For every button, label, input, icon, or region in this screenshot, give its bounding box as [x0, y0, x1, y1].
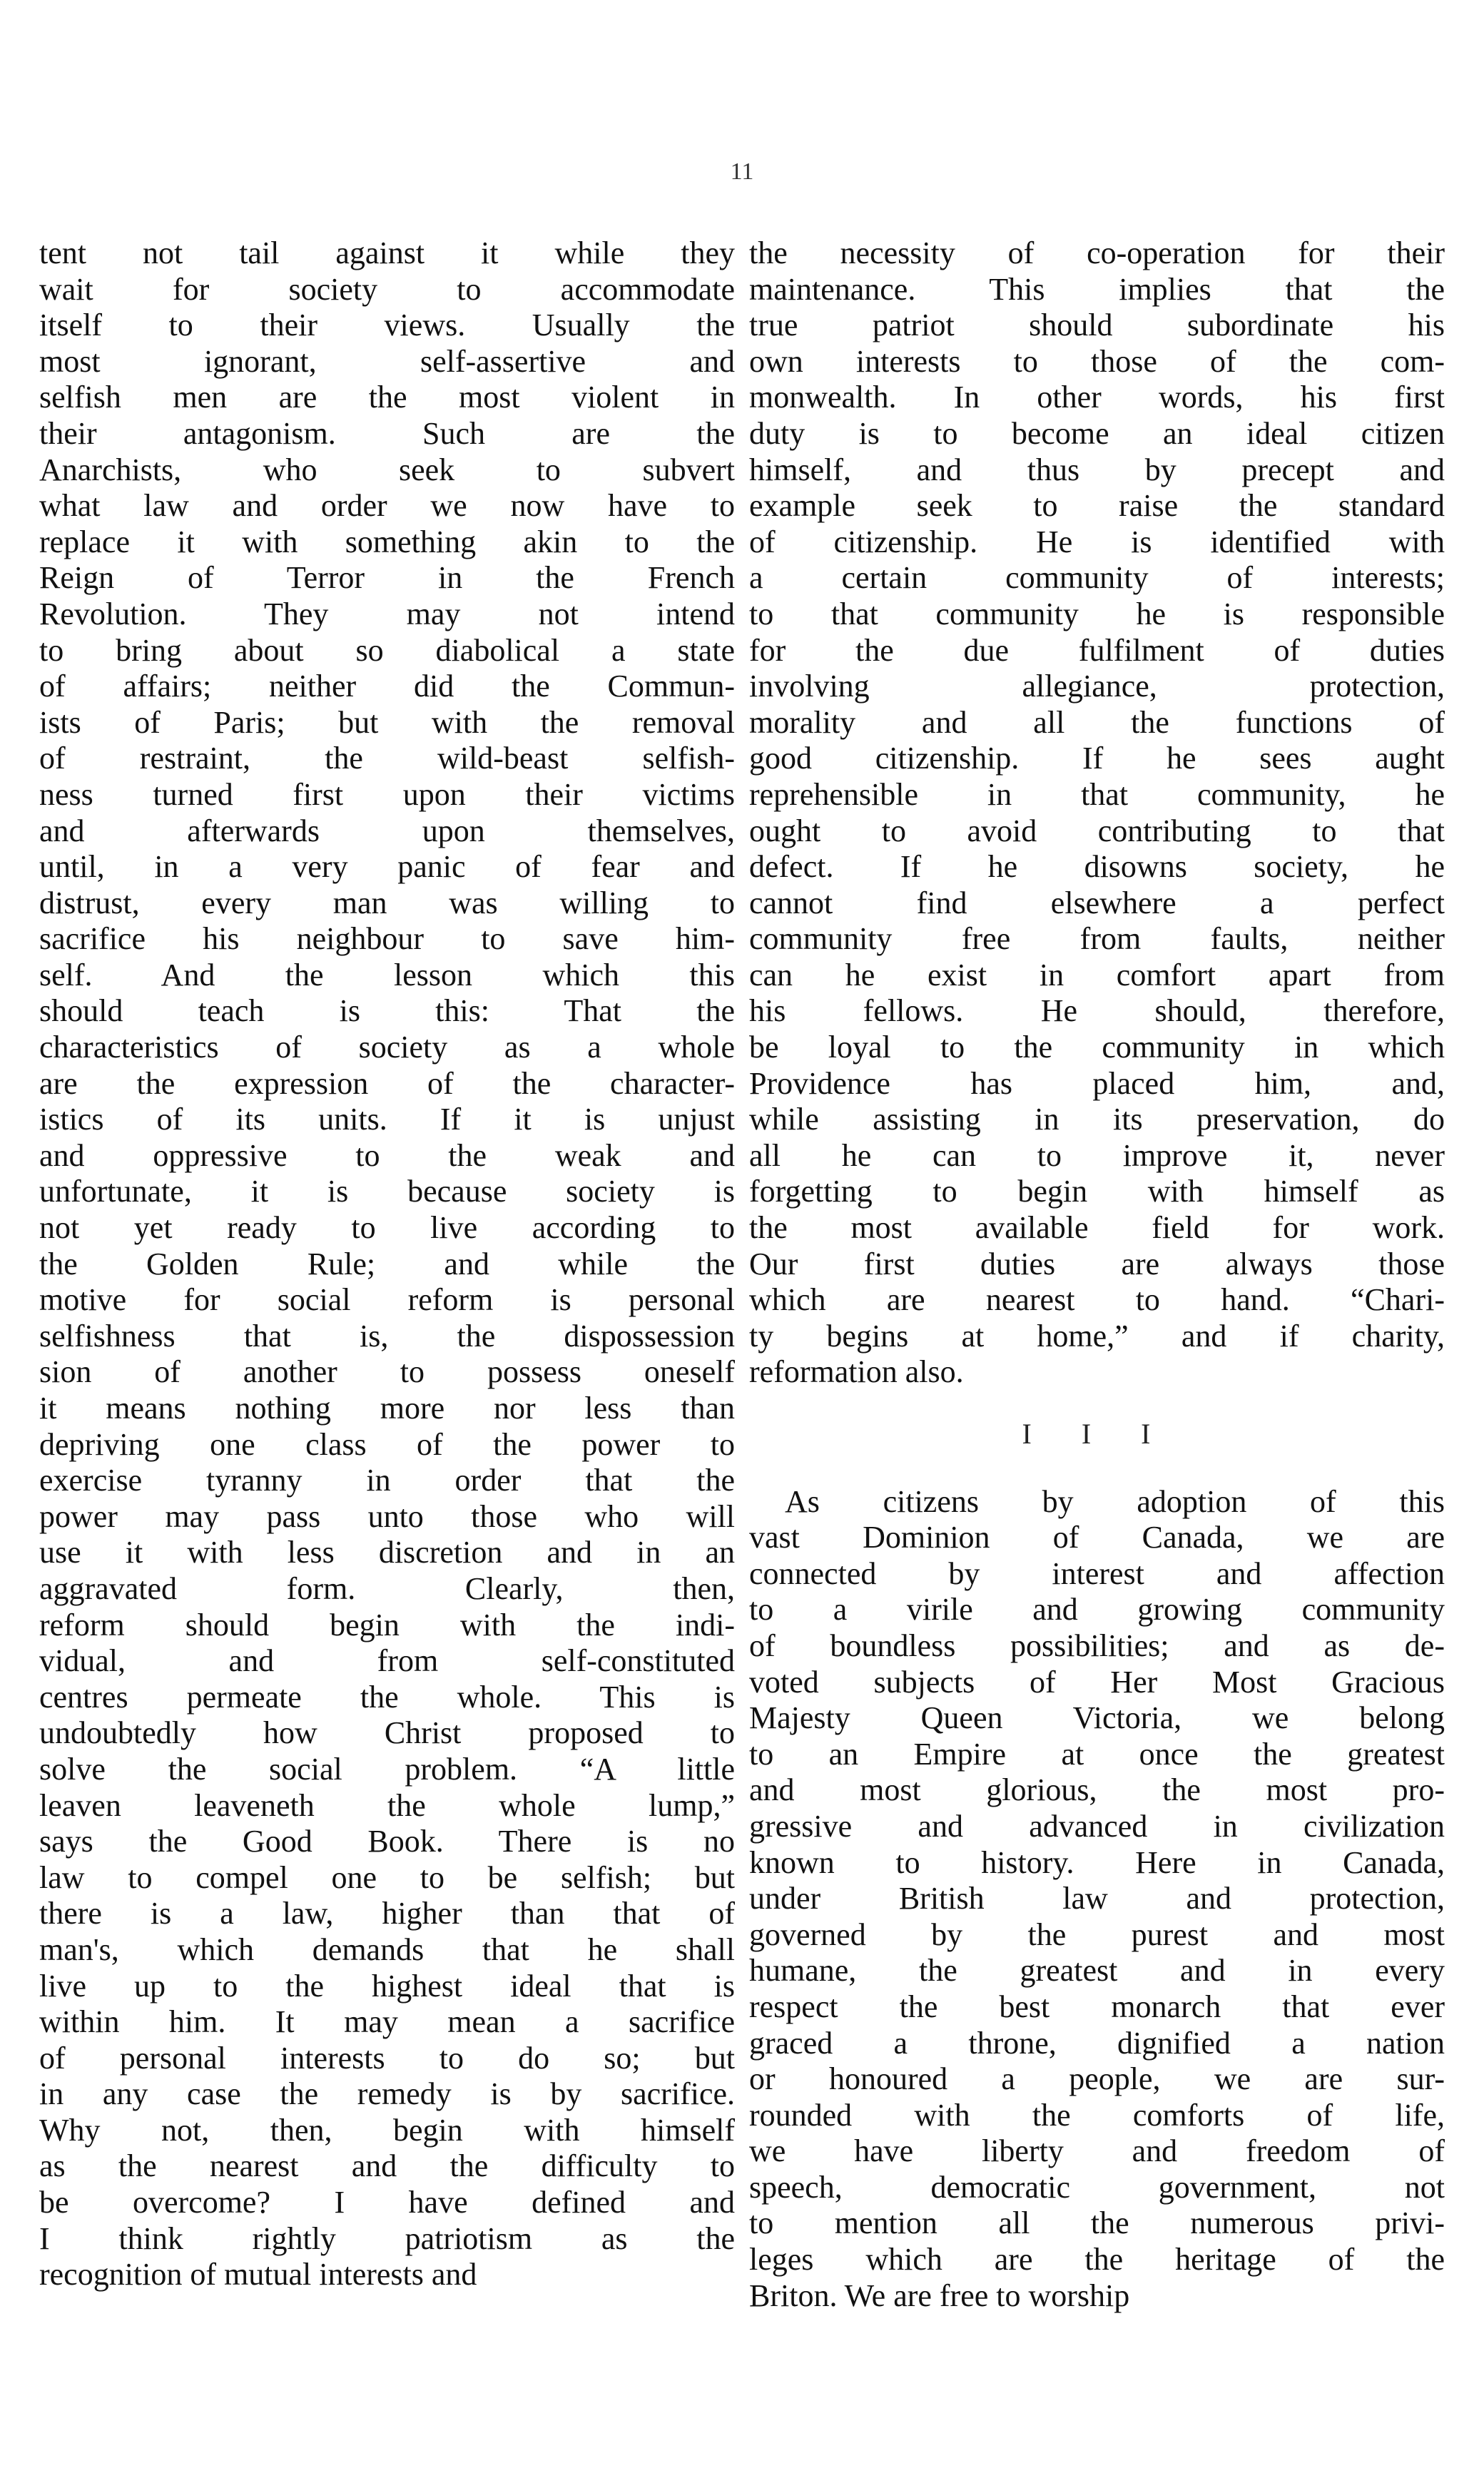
text-line: maintenance. This implies that the: [749, 271, 1445, 307]
text-line: own interests to those of the com-: [749, 343, 1445, 379]
text-line: all he can to improve it, never: [749, 1137, 1445, 1173]
text-line: wait for society to accommodate: [39, 271, 735, 307]
text-line: ists of Paris; but with the removal: [39, 704, 735, 740]
text-line: rounded with the comforts of life,: [749, 2097, 1445, 2133]
text-line: voted subjects of Her Most Gracious: [749, 1664, 1445, 1700]
text-line: sion of another to possess oneself: [39, 1354, 735, 1390]
right-paragraph-two: [749, 1484, 1445, 2315]
text-line: of affairs; neither did the Commun-: [39, 669, 735, 704]
text-line: ty begins at home,” and if charity,: [749, 1318, 1445, 1354]
text-line: recognition of mutual interests and: [39, 2257, 477, 2292]
text-line: of restraint, the wild-beast selfish-: [39, 741, 735, 776]
text-line: for the due fulfilment of duties: [749, 632, 1445, 668]
text-line: law to compel one to be selfish; but: [39, 1859, 735, 1895]
text-line: vidual, and from self-constituted: [39, 1643, 735, 1679]
text-line: of personal interests to do so; but: [39, 2040, 735, 2076]
text-line: there is a law, higher than that of: [39, 1896, 735, 1931]
text-line: within him. It may mean a sacrifice: [39, 2004, 735, 2040]
text-line: gressive and advanced in civilization: [749, 1808, 1445, 1844]
text-line: motive for social reform is personal: [39, 1282, 735, 1318]
text-line: replace it with something akin to the: [39, 524, 735, 559]
text-line: use it with less discretion and in an: [39, 1535, 735, 1570]
text-line: to that community he is responsible: [749, 596, 1445, 631]
text-line: istics of its units. If it is unjust: [39, 1102, 735, 1137]
text-line: characteristics of society as a whole: [39, 1030, 735, 1065]
text-line: selfishness that is, the dispossession: [39, 1318, 735, 1354]
text-line: to bring about so diabolical a state: [39, 632, 735, 668]
text-line: example seek to raise the standard: [749, 488, 1445, 524]
text-line: humane, the greatest and in every: [749, 1953, 1445, 1989]
right-paragraph-one: [749, 235, 1445, 1391]
text-line: the necessity of co-operation for their: [749, 235, 1445, 270]
text-line: himself, and thus by precept and: [749, 452, 1445, 487]
text-line: As citizens by adoption of this: [785, 1483, 1445, 1519]
text-line: sacrifice his neighbour to save him-: [39, 921, 735, 957]
text-line: defect. If he disowns society, he: [749, 849, 1445, 885]
text-line: selfish men are the most violent in: [39, 380, 735, 415]
text-line: we have liberty and freedom of: [749, 2133, 1445, 2169]
text-line: Reign of Terror in the French: [39, 560, 735, 596]
page-number: 11: [730, 158, 754, 185]
text-line: respect the best monarch that ever: [749, 1989, 1445, 2024]
text-line: live up to the highest ideal that is: [39, 1968, 735, 2004]
text-line: exercise tyranny in order that the: [39, 1463, 735, 1498]
text-line: depriving one class of the power to: [39, 1426, 735, 1462]
text-line: power may pass unto those who will: [39, 1498, 735, 1534]
text-line: should teach is this: That the: [39, 993, 735, 1029]
text-line: forgetting to begin with himself as: [749, 1174, 1445, 1209]
text-line: vast Dominion of Canada, we are: [749, 1520, 1445, 1555]
text-line: of boundless possibilities; and as de-: [749, 1628, 1445, 1663]
text-line: says the Good Book. There is no: [39, 1824, 735, 1859]
text-line: the most available field for work.: [749, 1210, 1445, 1246]
text-line: to mention all the numerous privi-: [749, 2205, 1445, 2241]
text-line: governed by the purest and most: [749, 1916, 1445, 1952]
text-line: to a virile and growing community: [749, 1592, 1445, 1628]
text-line: be loyal to the community in which: [749, 1030, 1445, 1065]
text-line: which are nearest to hand. “Chari-: [749, 1282, 1445, 1318]
text-line: to an Empire at once the greatest: [749, 1736, 1445, 1772]
text-line: man's, which demands that he shall: [39, 1931, 735, 1967]
text-line: most ignorant, self-assertive and: [39, 343, 735, 379]
text-line: tent not tail against it while they: [39, 235, 735, 270]
text-line: not yet ready to live according to: [39, 1210, 735, 1246]
text-line: cannot find elsewhere a perfect: [749, 885, 1445, 920]
text-line: undoubtedly how Christ proposed to: [39, 1715, 735, 1751]
text-line: of citizenship. He is identified with: [749, 524, 1445, 559]
text-line: are the expression of the character-: [39, 1065, 735, 1101]
text-line: community free from faults, neither: [749, 921, 1445, 957]
text-line: and oppressive to the weak and: [39, 1137, 735, 1173]
text-line: monwealth. In other words, his first: [749, 380, 1445, 415]
text-line: duty is to become an ideal citizen: [749, 415, 1445, 451]
text-line: while assisting in its preservation, do: [749, 1102, 1445, 1137]
text-line: true patriot should subordinate his: [749, 308, 1445, 343]
text-line: reprehensible in that community, he: [749, 776, 1445, 812]
left-paragraph: [39, 235, 735, 2293]
text-line: under British law and protection,: [749, 1881, 1445, 1916]
text-line: Why not, then, begin with himself: [39, 2112, 735, 2148]
left-column: [39, 235, 735, 2293]
text-line: solve the social problem. “A little: [39, 1751, 735, 1787]
section-mark: I I I: [1022, 1418, 1172, 1450]
text-line: it means nothing more nor less than: [39, 1391, 735, 1426]
text-line: their antagonism. Such are the: [39, 415, 735, 451]
text-line: Anarchists, who seek to subvert: [39, 452, 735, 487]
text-line: a certain community of interests;: [749, 560, 1445, 596]
text-line: as the nearest and the difficulty to: [39, 2148, 735, 2184]
text-line: centres permeate the whole. This is: [39, 1679, 735, 1715]
text-line: can he exist in comfort apart from: [749, 957, 1445, 992]
text-line: and afterwards upon themselves,: [39, 813, 735, 848]
text-line: I think rightly patriotism as the: [39, 2220, 735, 2256]
text-line: leaven leaveneth the whole lump,”: [39, 1787, 735, 1823]
text-line: or honoured a people, we are sur-: [749, 2061, 1445, 2097]
text-line: speech, democratic government, not: [749, 2169, 1445, 2205]
text-line: aggravated form. Clearly, then,: [39, 1570, 735, 1606]
text-line: involving allegiance, protection,: [749, 669, 1445, 704]
text-line: Providence has placed him, and,: [749, 1065, 1445, 1101]
text-line: distrust, every man was willing to: [39, 885, 735, 920]
text-line: reformation also.: [749, 1354, 964, 1390]
text-line: itself to their views. Usually the: [39, 308, 735, 343]
text-line: Our first duties are always those: [749, 1246, 1445, 1281]
text-line: good citizenship. If he sees aught: [749, 741, 1445, 776]
text-line: leges which are the heritage of the: [749, 2242, 1445, 2278]
text-line: what law and order we now have to: [39, 488, 735, 524]
text-line: ness turned first upon their victims: [39, 776, 735, 812]
text-line: self. And the lesson which this: [39, 957, 735, 992]
text-line: known to history. Here in Canada,: [749, 1844, 1445, 1880]
text-line: morality and all the functions of: [749, 704, 1445, 740]
text-line: Briton. We are free to worship: [749, 2278, 1130, 2313]
text-line: Majesty Queen Victoria, we belong: [749, 1700, 1445, 1736]
text-line: the Golden Rule; and while the: [39, 1246, 735, 1281]
text-line: and most glorious, the most pro-: [749, 1772, 1445, 1808]
right-column: [749, 235, 1445, 2314]
text-line: be overcome? I have defined and: [39, 2185, 735, 2220]
text-line: unfortunate, it is because society is: [39, 1174, 735, 1209]
text-line: in any case the remedy is by sacrifice.: [39, 2076, 735, 2112]
text-line: connected by interest and affection: [749, 1555, 1445, 1591]
text-line: graced a throne, dignified a nation: [749, 2025, 1445, 2061]
text-line: his fellows. He should, therefore,: [749, 993, 1445, 1029]
text-line: Revolution. They may not intend: [39, 596, 735, 631]
text-line: reform should begin with the indi-: [39, 1607, 735, 1642]
text-line: until, in a very panic of fear and: [39, 849, 735, 885]
text-line: ought to avoid contributing to that: [749, 813, 1445, 848]
